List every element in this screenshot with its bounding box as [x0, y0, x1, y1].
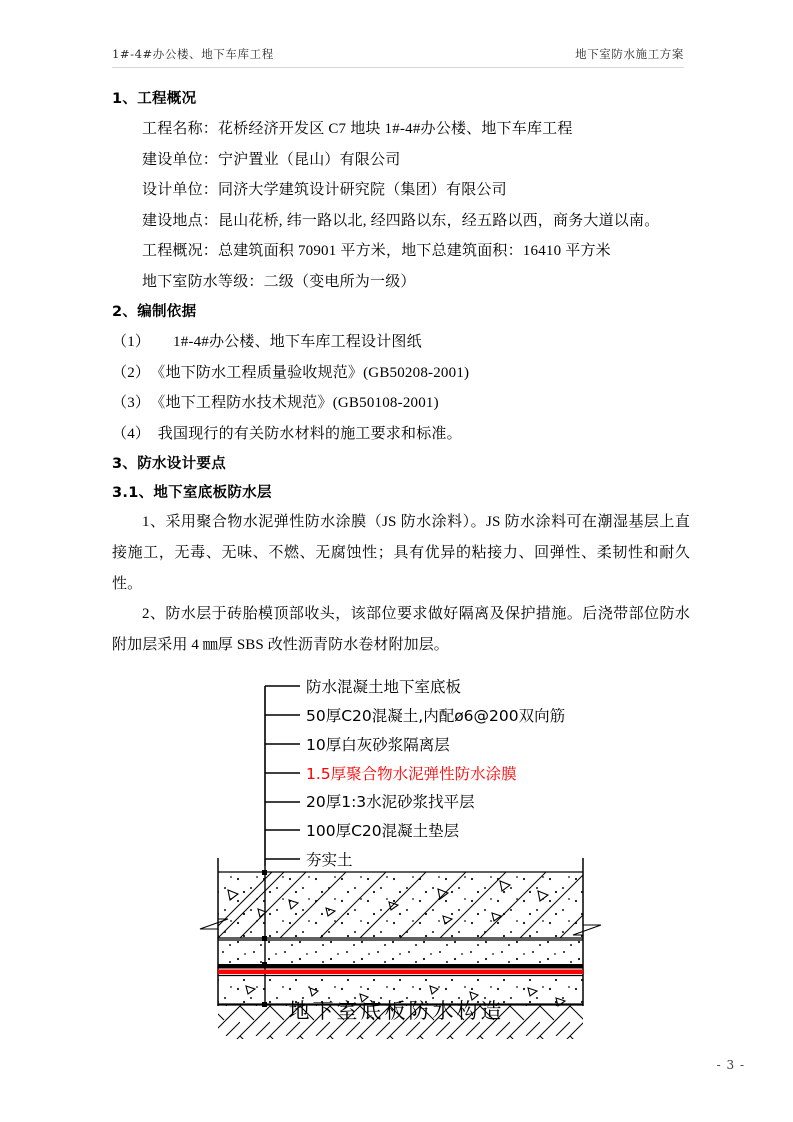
heading-section-1: 1、工程概况: [112, 91, 197, 107]
detail-label-2: 10厚白灰砂浆隔离层: [306, 736, 450, 754]
detail-label-group: [306, 677, 565, 869]
waterproof-concrete-slab: [200, 872, 601, 938]
basis-item-3: （3） 《地下工程防水技术规范》(GB50108-2001): [112, 395, 439, 411]
figure-caption: 地下室底板防水构造: [288, 999, 505, 1023]
client-unit-line: 建设单位：宁沪置业（昆山）有限公司: [142, 151, 401, 168]
basis-item-2: （2） 《地下防水工程质量验收规范》(GB50208-2001): [112, 364, 470, 381]
paragraph-3-1-1: 1、采用聚合物水泥弹性防水涂膜（JS 防水涂料）。JS 防水涂料可在潮湿基层上直接施工，无毒、无味、不燃、无腐蚀性；具有优异的粘接力、回弹性、柔韧性和耐久性。: [112, 514, 690, 592]
header-rule-divider: [112, 67, 684, 68]
heading-section-3: 3、防水设计要点: [112, 456, 226, 472]
heading-section-3-1: 3.1、地下室底板防水层: [112, 485, 272, 501]
header-left-text: 1#-4#办公楼、地下车库工程: [112, 47, 274, 61]
waterproof-membrane-red-line: [218, 970, 583, 975]
paragraph-3-1-2: 2、防水层于砖胎模顶部收头，该部位要求做好隔离及保护措施。后浇带部位防水附加层采用 4 ㎜厚 SBS 改性沥青防水卷材附加层。: [112, 606, 690, 654]
separation-layer-line: [218, 964, 583, 969]
detail-label-0: 防水混凝土地下室底板: [306, 678, 462, 696]
detail-label-5: 100厚C20混凝土垫层: [306, 822, 460, 840]
project-overview-line: 工程概况：总建筑面积 70901 平方米，地下总建筑面积：16410 平方米: [142, 243, 611, 259]
header-right-text: 地下室防水施工方案: [575, 47, 684, 61]
detail-label-1: 50厚C20混凝土,内配ø6@200双向筋: [306, 707, 566, 725]
basis-item-4: （4） 我国现行的有关防水材料的施工要求和标准。: [112, 425, 462, 442]
document-body: [112, 84, 690, 661]
screed-layer-above: [218, 940, 583, 965]
project-name-line: 工程名称：花桥经济开发区 C7 地块 1#-4#办公楼、地下车库工程: [142, 121, 573, 137]
detail-drawing-svg: [0, 676, 793, 1046]
basis-item-1: （1） 1#-4#办公楼、地下车库工程设计图纸: [112, 334, 422, 350]
site-location-line: 建设地点：昆山花桥, 纬一路以北, 经四路以东，经五路以西，商务大道以南。: [142, 212, 660, 229]
heading-section-2: 2、编制依据: [112, 304, 197, 320]
detail-label-3-waterproof-membrane: 1.5厚聚合物水泥弹性防水涂膜: [306, 765, 517, 783]
running-header: [112, 46, 684, 62]
detail-label-6: 夯实土: [306, 851, 353, 869]
detail-label-4: 20厚1:3水泥砂浆找平层: [306, 793, 475, 811]
design-unit-line: 设计单位：同济大学建筑设计研究院（集团）有限公司: [142, 182, 507, 198]
basement-slab-waterproof-detail-drawing: [0, 676, 793, 1046]
waterproof-grade-line: 地下室防水等级：二级（变电所为一级）: [142, 273, 416, 290]
page-number: - 3 -: [716, 1058, 745, 1072]
